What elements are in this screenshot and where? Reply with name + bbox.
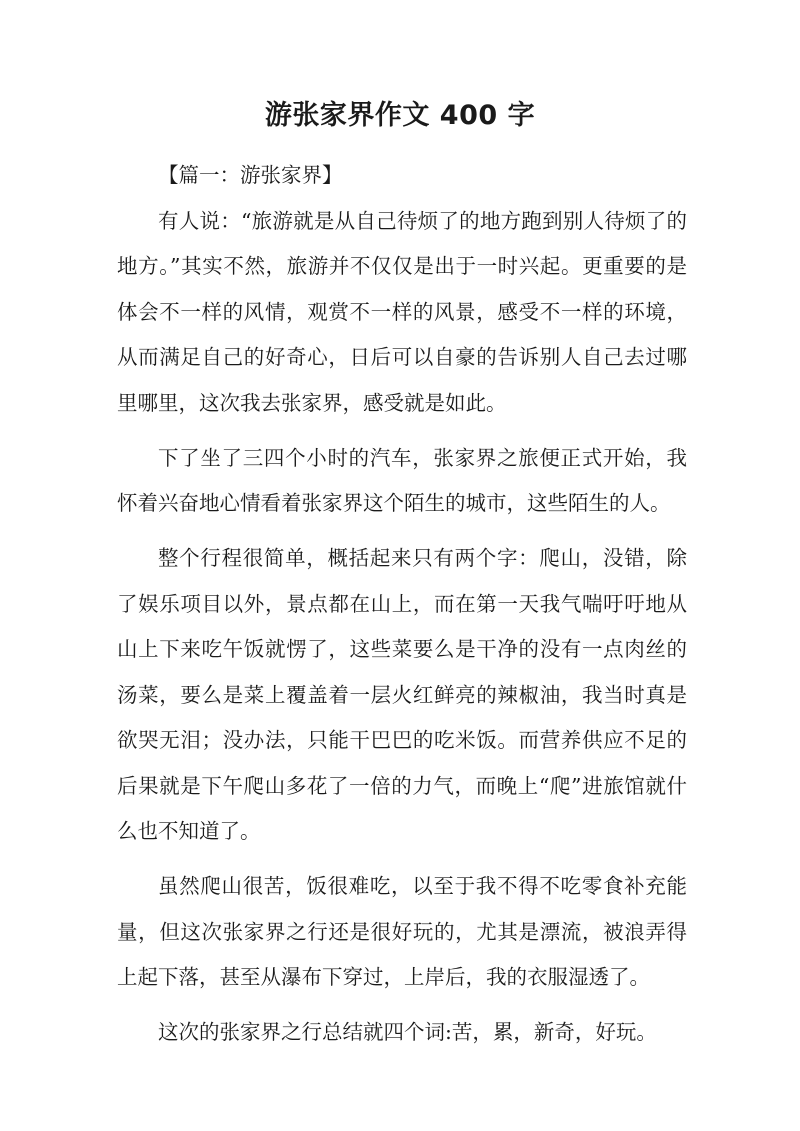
paragraph: 有人说：“旅游就是从自己待烦了的地方跑到别人待烦了的地方。”其实不然，旅游并不仅仅是出于一时兴起。更重要的是体会不一样的风情，观赏不一样的风景，感受不一样的环境，从而满足自己的好奇心，日后可以自豪的告诉别人自己去过哪里哪里，这次我去张家界，感受就是如此。 [117, 208, 687, 415]
document-title: 游张家界作文 400 字 [264, 100, 536, 131]
paragraph: 整个行程很简单，概括起来只有两个字：爬山，没错，除了娱乐项目以外，景点都在山上，而在第一天我气喘吁吁地从山上下来吃午饭就愣了，这些菜要么是干净的没有一点肉丝的汤菜，要么是菜上覆盖着一层火红鲜亮的辣椒油，我当时真是欲哭无泪；没办法，只能干巴巴的吃米饭。而营养供应不足的后果就是下午爬山多花了一倍的力气，而晚上“爬”进旅馆就什么也不知道了。 [117, 546, 687, 843]
paragraph: 虽然爬山很苦，饭很难吃，以至于我不得不吃零食补充能量，但这次张家界之行还是很好玩的，尤其是漂流，被浪弄得上起下落，甚至从瀑布下穿过，上岸后，我的衣服湿透了。 [117, 874, 687, 989]
document-body [117, 153, 687, 1065]
paragraph: 下了坐了三四个小时的汽车，张家界之旅便正式开始，我怀着兴奋地心情看着张家界这个陌生的城市，这些陌生的人。 [117, 445, 687, 515]
section-heading: 【篇一：游张家界】 [158, 163, 343, 187]
paragraph: 这次的张家界之行总结就四个词:苦，累，新奇，好玩。 [158, 1020, 657, 1044]
